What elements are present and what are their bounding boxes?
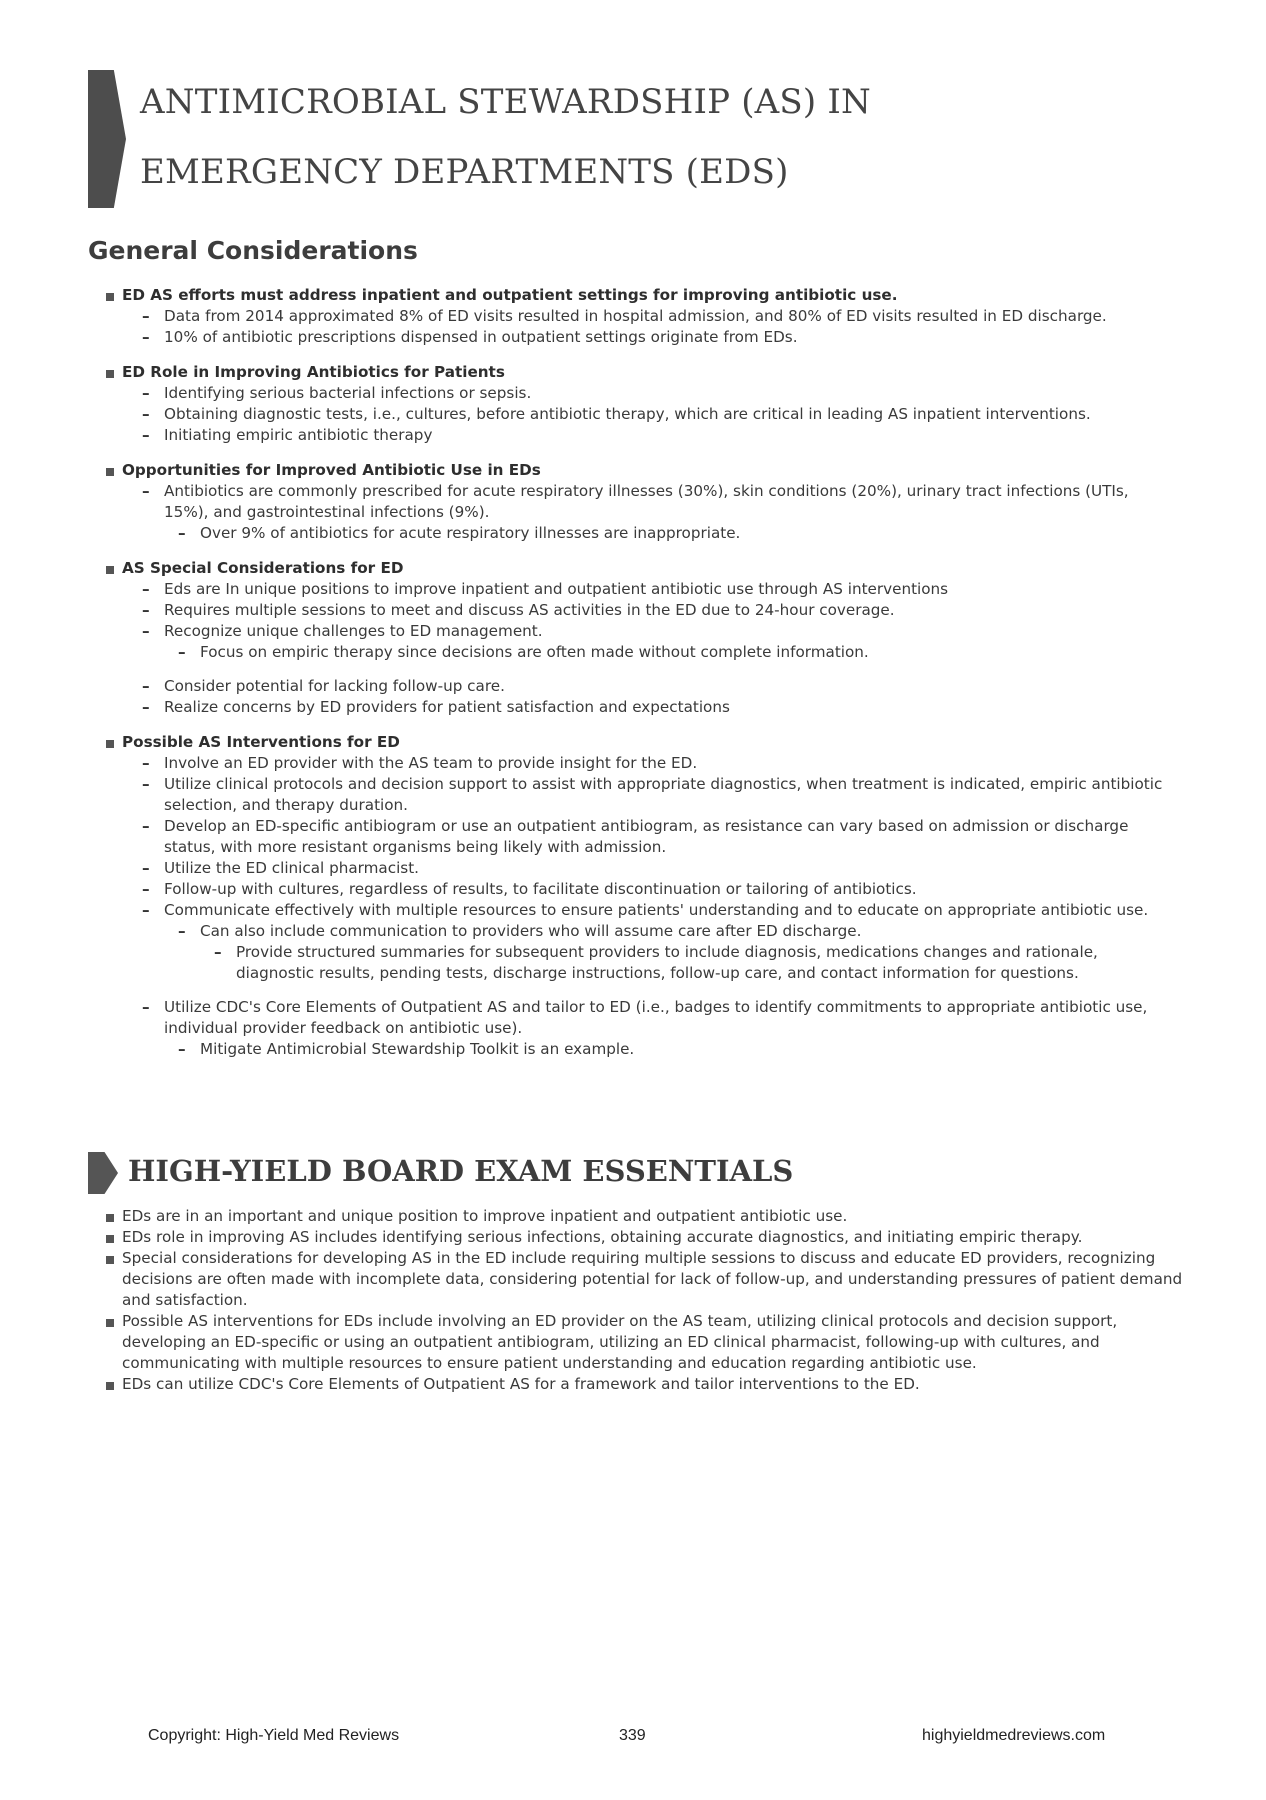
bullet-group (88, 732, 1168, 1060)
high-yield-item: EDs role in improving AS includes identifying serious infections, obtaining accurate diagnostics, and initiating empiric therapy. (88, 1227, 1198, 1248)
bullet-group (88, 460, 1168, 544)
high-yield-item: Possible AS interventions for EDs include involving an ED provider on the AS team, utilizing clinical protocols and decision support, developing an ED-specific or using an outpatient antibiogram, utilizing an ED clinical pharmacist, following-up with cultures, and communicating with multiple resources to ensure patient understanding and education regarding antibiotic use. (88, 1311, 1198, 1374)
high-yield-title: HIGH-YIELD BOARD EXAM ESSENTIALS (128, 1154, 794, 1188)
high-yield-item: EDs can utilize CDC's Core Elements of Outpatient AS for a framework and tailor interventions to the ED. (88, 1374, 1198, 1395)
sub-bullet: – 10% of antibiotic prescriptions dispensed in outpatient settings originate from EDs. (88, 327, 1168, 348)
sub-bullet: – Realize concerns by ED providers for patient satisfaction and expectations (88, 697, 1168, 718)
sub-bullet: – Utilize clinical protocols and decision support to assist with appropriate diagnostics, when treatment is indicated, empiric antibiotic selection, and therapy duration. (88, 774, 1168, 816)
sub-bullet: – Obtaining diagnostic tests, i.e., cultures, before antibiotic therapy, which are critical in leading AS inpatient interventions. (88, 404, 1168, 425)
sub-bullet: – Involve an ED provider with the AS team to provide insight for the ED. (88, 753, 1168, 774)
sub-bullet: – Consider potential for lacking follow-up care. (88, 676, 1168, 697)
bullet-heading: Opportunities for Improved Antibiotic Use in EDs (88, 460, 1168, 481)
sub-bullet: – Identifying serious bacterial infections or sepsis. (88, 383, 1168, 404)
sub-sub-bullet: – Focus on empiric therapy since decisions are often made without complete information. (88, 642, 1168, 663)
high-yield-list (88, 1206, 1198, 1395)
sub-bullet: – Utilize CDC's Core Elements of Outpatient AS and tailor to ED (i.e., badges to identify commitments to appropriate antibiotic use, individual provider feedback on antibiotic use). (88, 997, 1168, 1039)
footer-website: highyieldmedreviews.com (922, 1727, 1106, 1744)
sub-bullet: – Utilize the ED clinical pharmacist. (88, 858, 1168, 879)
section-heading: General Considerations (88, 236, 418, 265)
sub-bullet: – Communicate effectively with multiple resources to ensure patients' understanding and to educate on appropriate antibiotic use. (88, 900, 1168, 921)
sub-bullet: – Develop an ED-specific antibiogram or use an outpatient antibiogram, as resistance can vary based on admission or discharge status, with more resistant organisms being likely with admission. (88, 816, 1168, 858)
chapter-title-line-1: ANTIMICROBIAL STEWARDSHIP (AS) IN (140, 82, 871, 122)
bullet-heading: AS Special Considerations for ED (88, 558, 1168, 579)
high-yield-item: Special considerations for developing AS in the ED include requiring multiple sessions to discuss and educate ED providers, recognizing decisions are often made with incomplete data, considering potential for lack of follow-up, and understanding pressures of patient demand and satisfaction. (88, 1248, 1198, 1311)
sub-sub-bullet: – Can also include communication to providers who will assume care after ED discharge. (88, 921, 1168, 942)
footer-copyright: Copyright: High-Yield Med Reviews (148, 1727, 400, 1744)
general-considerations-content (88, 285, 1168, 1074)
chapter-title-line-2: EMERGENCY DEPARTMENTS (EDS) (140, 152, 789, 192)
bullet-heading: Possible AS Interventions for ED (88, 732, 1168, 753)
arrow-icon (88, 1152, 118, 1194)
sub-bullet: – Data from 2014 approximated 8% of ED visits resulted in hospital admission, and 80% of ED visits resulted in ED discharge. (88, 306, 1168, 327)
sub-sub-bullet: – Mitigate Antimicrobial Stewardship Toolkit is an example. (88, 1039, 1168, 1060)
bullet-group (88, 362, 1168, 446)
title-accent-bar (88, 70, 126, 208)
sub-sub-bullet: – Over 9% of antibiotics for acute respiratory illnesses are inappropriate. (88, 523, 1168, 544)
sub-bullet: – Follow-up with cultures, regardless of results, to facilitate discontinuation or tailoring of antibiotics. (88, 879, 1168, 900)
bullet-heading: ED Role in Improving Antibiotics for Patients (88, 362, 1168, 383)
sub-sub-sub-bullet: – Provide structured summaries for subsequent providers to include diagnosis, medications changes and rationale, diagnostic results, pending tests, discharge instructions, follow-up care, and contact information for questions. (88, 942, 1168, 984)
bullet-group (88, 558, 1168, 718)
high-yield-item: EDs are in an important and unique position to improve inpatient and outpatient antibiotic use. (88, 1206, 1198, 1227)
page-number: 339 (619, 1727, 646, 1744)
sub-bullet: – Initiating empiric antibiotic therapy (88, 425, 1168, 446)
bullet-heading: ED AS efforts must address inpatient and outpatient settings for improving antibiotic use. (88, 285, 1168, 306)
sub-bullet: – Recognize unique challenges to ED management. (88, 621, 1168, 642)
sub-bullet: – Eds are In unique positions to improve inpatient and outpatient antibiotic use through AS interventions (88, 579, 1168, 600)
sub-bullet: – Requires multiple sessions to meet and discuss AS activities in the ED due to 24-hour coverage. (88, 600, 1168, 621)
sub-bullet: – Antibiotics are commonly prescribed for acute respiratory illnesses (30%), skin conditions (20%), urinary tract infections (UTIs, 15%), and gastrointestinal infections (9%). (88, 481, 1168, 523)
bullet-group (88, 285, 1168, 348)
